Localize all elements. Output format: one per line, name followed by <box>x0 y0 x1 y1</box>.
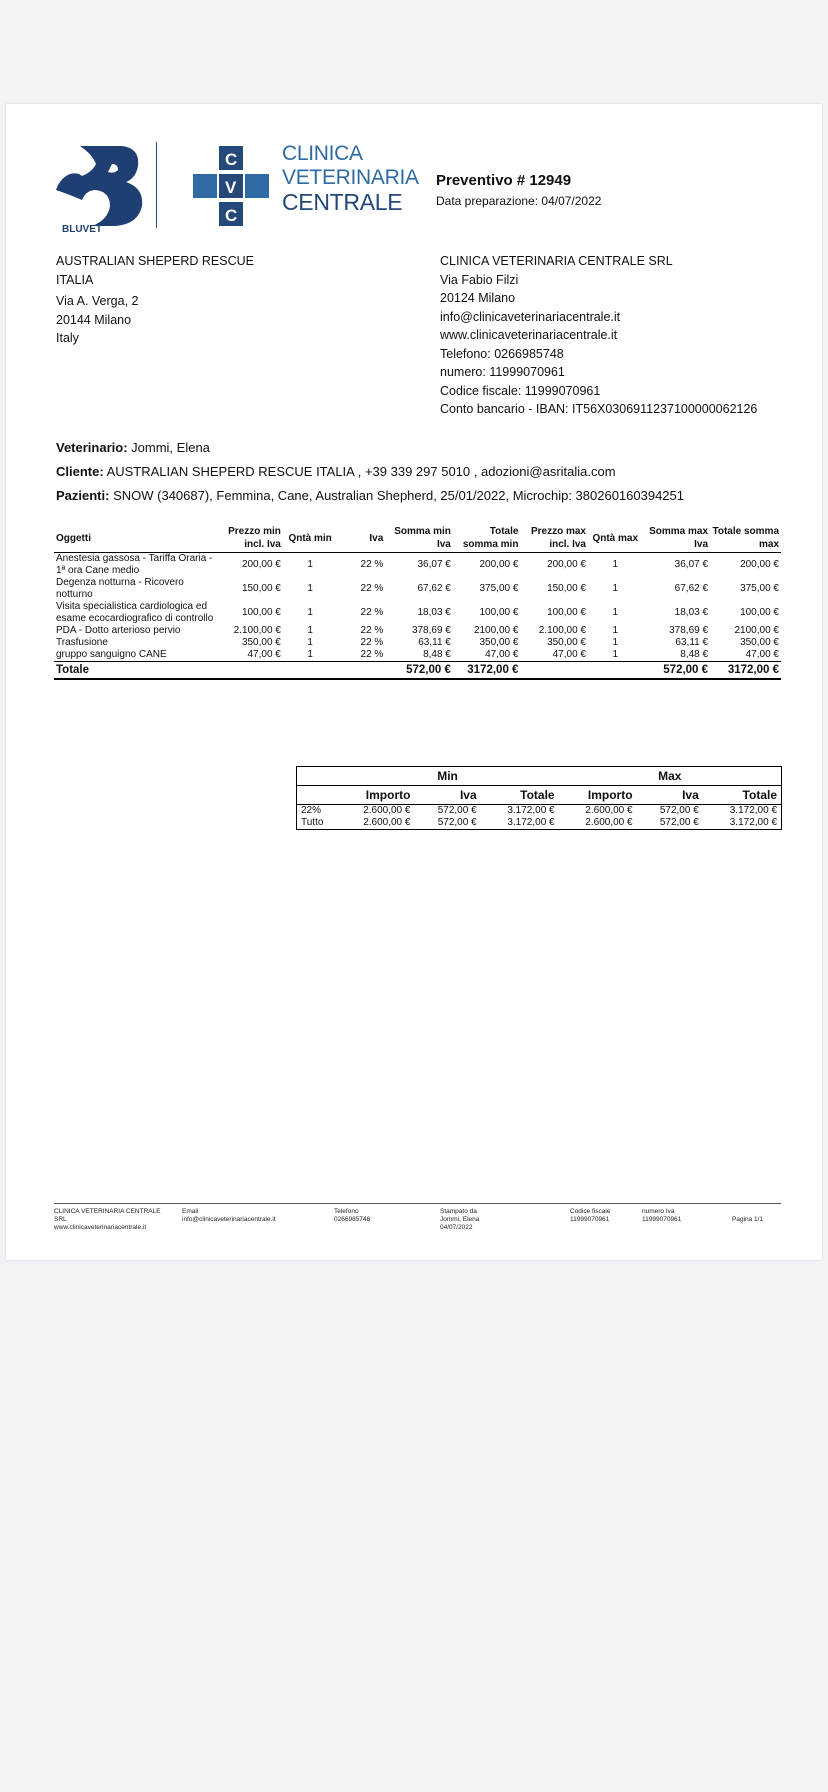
table-cell: 22 % <box>360 637 384 648</box>
clinic-address-line: www.clinicaveterinariacentrale.it <box>440 328 618 342</box>
table-cell: 2.100,00 € <box>538 625 586 636</box>
table-cell: Trasfusione <box>56 637 108 648</box>
table-cell: 1 <box>307 637 313 648</box>
logo-divider <box>156 142 157 228</box>
column-header: Somma min Iva <box>385 524 453 553</box>
summary-cell: 3.172,00 € <box>507 817 555 828</box>
footer-tax-code <box>570 1208 610 1224</box>
footer-text: SRL <box>54 1216 67 1223</box>
summary-column-header: Iva <box>637 786 703 805</box>
summary-cell: 572,00 € <box>659 817 699 828</box>
preparation-date: Data preparazione: 04/07/2022 <box>436 194 602 208</box>
summary-row <box>297 805 782 818</box>
footer-text: numero Iva <box>642 1208 675 1215</box>
footer-text: 04/07/2022 <box>440 1224 473 1231</box>
document-page <box>6 104 822 1260</box>
table-cell: 1 <box>612 625 619 636</box>
column-header: Prezzo min incl. Iva <box>215 524 283 553</box>
clinic-address-line: Conto bancario - IBAN: IT56X0306911237100000062126 <box>440 402 758 416</box>
summary-cell: 2.600,00 € <box>585 805 633 816</box>
summary-table <box>296 766 782 830</box>
cvc-letter-top: C <box>225 150 238 169</box>
table-cell: 1 <box>307 583 313 594</box>
client-address-line: Via A. Verga, 2 <box>56 294 139 308</box>
table-cell: 100,00 € <box>547 607 586 618</box>
table-cell: PDA - Dotto arterioso pervio <box>56 625 181 636</box>
column-header: Qntà min <box>283 524 337 553</box>
summary-column-header: Importo <box>337 786 415 805</box>
footer-phone <box>334 1208 370 1224</box>
summary-cell: 572,00 € <box>437 805 477 816</box>
items-table <box>54 524 781 680</box>
table-row <box>54 637 781 649</box>
clinica-wordmark-line: VETERINARIA <box>282 166 419 189</box>
clinic-address-line: CLINICA VETERINARIA CENTRALE SRL <box>440 254 673 268</box>
clinic-address-line: Via Fabio Filzi <box>440 272 519 287</box>
total-max-total: 3172,00 € <box>710 662 781 680</box>
clinic-address-line: Codice fiscale: 11999070961 <box>440 383 601 398</box>
client-address-line: 20144 Milano <box>56 312 132 327</box>
table-cell: 375,00 € <box>740 583 779 594</box>
clinic-address-line: 20124 Milano <box>440 291 516 305</box>
table-cell: 22 % <box>360 583 384 594</box>
summary-group-max: Max <box>559 767 782 786</box>
footer-text: Codice fiscale <box>570 1208 611 1215</box>
table-cell: Anestesia gassosa - Tariffa Oraria - 1ª ora Cane medio <box>56 553 213 576</box>
client-label: Cliente: <box>56 464 104 479</box>
table-row <box>54 649 781 662</box>
clinica-wordmark <box>282 142 419 214</box>
table-cell: 8,48 € <box>423 649 451 660</box>
column-header: Totale somma min <box>453 524 521 553</box>
table-cell: 350,00 € <box>241 637 281 648</box>
footer-vat <box>642 1208 681 1224</box>
summary-group-header <box>297 767 782 786</box>
bluvet-logo <box>52 142 150 234</box>
table-cell: Visita specialistica cardiologica ed esame ecocardiografico di controllo <box>56 601 214 624</box>
table-row <box>54 553 781 578</box>
summary-row <box>297 817 782 830</box>
column-header: Oggetti <box>54 524 215 553</box>
table-cell: 2100,00 € <box>734 625 779 636</box>
quote-title: Preventivo # 12949 <box>436 172 572 189</box>
summary-cell: 572,00 € <box>659 805 699 816</box>
summary-column-header: Totale <box>481 786 559 805</box>
column-header: Iva <box>337 524 385 553</box>
table-cell: 36,07 € <box>674 559 709 570</box>
footer-text: info@clinicaveterinariacentrale.it <box>182 1216 276 1223</box>
footer-text: 11999070961 <box>642 1216 682 1223</box>
client-value: AUSTRALIAN SHEPERD RESCUE ITALIA , +39 339 297 5010 , adozioni@asritalia.com <box>106 464 616 479</box>
table-cell: 150,00 € <box>547 583 586 594</box>
table-cell: 1 <box>612 649 619 660</box>
client-address-line: ITALIA <box>56 272 94 287</box>
table-row <box>54 577 781 601</box>
table-cell: 2100,00 € <box>473 625 519 636</box>
client-address-line: AUSTRALIAN SHEPERD RESCUE <box>56 254 254 268</box>
cvc-letter-bottom: C <box>225 206 238 225</box>
items-table-body <box>54 553 781 662</box>
table-cell: 36,07 € <box>417 559 451 570</box>
table-cell: 63,11 € <box>675 637 709 648</box>
table-cell: 200,00 € <box>740 559 779 570</box>
footer-text: 11999070961 <box>570 1216 610 1223</box>
table-row <box>54 601 781 625</box>
column-header: Somma max Iva <box>642 524 710 553</box>
footer-text: Email <box>182 1208 199 1215</box>
veterinarian-label: Veterinario: <box>56 440 128 455</box>
table-cell: 18,03 € <box>417 607 451 618</box>
footer-page-number: Pagina 1/1 <box>732 1216 764 1223</box>
table-cell: 350,00 € <box>547 637 586 648</box>
clinica-wordmark-line: CENTRALE <box>282 189 403 215</box>
summary-cell: 2.600,00 € <box>585 817 633 828</box>
table-cell: 150,00 € <box>241 583 281 594</box>
table-cell: 22 % <box>360 625 384 636</box>
table-cell: 200,00 € <box>547 559 586 570</box>
patient-value: SNOW (340687), Femmina, Cane, Australian Shepherd, 25/01/2022, Microchip: 380260160394251 <box>113 488 685 503</box>
patient-label: Pazienti: <box>56 488 110 503</box>
summary-cell: 3.172,00 € <box>729 805 777 816</box>
client-line <box>56 464 616 479</box>
cvc-letter-middle: V <box>225 178 237 197</box>
footer-email <box>182 1208 276 1224</box>
column-header: Qntà max <box>588 524 642 553</box>
table-cell: 22 % <box>360 607 384 618</box>
summary-subheader <box>297 786 782 805</box>
summary-cell: 3.172,00 € <box>507 805 555 816</box>
footer-divider <box>54 1203 781 1204</box>
items-table-header <box>54 524 781 553</box>
table-cell: 350,00 € <box>479 637 519 648</box>
table-cell: 47,00 € <box>745 649 779 660</box>
table-cell: 22 % <box>360 649 384 660</box>
table-cell: 375,00 € <box>479 583 519 594</box>
table-cell: 1 <box>307 625 313 636</box>
table-cell: 1 <box>612 559 619 570</box>
total-label: Totale <box>54 662 215 680</box>
table-cell: 200,00 € <box>479 559 519 570</box>
table-cell: 100,00 € <box>241 607 281 618</box>
total-min-iva: 572,00 € <box>385 662 453 680</box>
footer-text: www.clinicaveterinariacentrale.it <box>54 1224 147 1231</box>
table-cell: 350,00 € <box>740 637 779 648</box>
table-cell: 22 % <box>360 559 384 570</box>
bluvet-logo-text: BLUVET <box>62 224 102 234</box>
table-cell: 8,48 € <box>680 649 709 660</box>
footer-text: CLINICA VETERINARIA CENTRALE <box>54 1208 161 1215</box>
table-cell: 100,00 € <box>740 607 779 618</box>
total-min-total: 3172,00 € <box>453 662 521 680</box>
table-row <box>54 625 781 637</box>
column-header: Totale somma max <box>710 524 781 553</box>
footer-text: Telefono <box>334 1208 359 1215</box>
table-cell: 2.100,00 € <box>233 625 281 636</box>
footer-text: Jommi, Elena <box>440 1216 480 1223</box>
summary-column-header: Iva <box>414 786 480 805</box>
table-cell: 67,62 € <box>417 583 451 594</box>
column-header: Prezzo max incl. Iva <box>520 524 588 553</box>
client-address-line: Italy <box>56 331 79 345</box>
table-cell: 18,03 € <box>674 607 709 618</box>
clinic-address-line: info@clinicaveterinariacentrale.it <box>440 309 621 324</box>
clinic-address <box>440 252 800 419</box>
clinic-address-line: Telefono: 0266985748 <box>440 346 564 361</box>
table-cell: 1 <box>307 607 313 618</box>
summary-cell: Tutto <box>301 817 324 828</box>
summary-column-header: Importo <box>559 786 637 805</box>
summary-cell: 22% <box>301 805 322 816</box>
summary-table-body <box>297 805 782 830</box>
table-cell: 1 <box>307 559 313 570</box>
table-cell: 378,69 € <box>411 625 451 636</box>
table-cell: 47,00 € <box>247 649 281 660</box>
summary-cell: 2.600,00 € <box>363 817 411 828</box>
cvc-logo <box>189 142 277 234</box>
items-total-row <box>54 662 781 680</box>
table-cell: Degenza notturna - Ricovero notturno <box>56 577 184 600</box>
client-address <box>56 252 286 348</box>
footer-text: 0266985748 <box>334 1216 371 1223</box>
veterinarian-value: Jommi, Elena <box>131 440 210 455</box>
table-cell: 47,00 € <box>485 649 519 660</box>
table-cell: 378,69 € <box>669 625 709 636</box>
table-cell: 63,11 € <box>418 637 451 648</box>
footer-printed <box>440 1208 479 1232</box>
table-cell: 200,00 € <box>241 559 281 570</box>
table-cell: gruppo sanguigno CANE <box>56 649 167 660</box>
table-cell: 67,62 € <box>674 583 709 594</box>
clinic-address-line: numero: 11999070961 <box>440 365 565 379</box>
summary-column-header: Totale <box>703 786 782 805</box>
veterinarian-line <box>56 440 210 455</box>
summary-group-min: Min <box>337 767 559 786</box>
footer-company <box>54 1208 161 1232</box>
table-cell: 1 <box>612 637 619 648</box>
table-cell: 1 <box>612 607 619 618</box>
table-cell: 100,00 € <box>479 607 519 618</box>
summary-cell: 2.600,00 € <box>363 805 411 816</box>
summary-cell: 3.172,00 € <box>729 817 777 828</box>
summary-cell: 572,00 € <box>437 817 477 828</box>
footer-text: Stampato da <box>440 1208 477 1215</box>
table-cell: 47,00 € <box>552 649 586 660</box>
table-cell: 1 <box>612 583 619 594</box>
clinica-wordmark-line: CLINICA <box>282 142 363 165</box>
patient-line <box>56 488 684 503</box>
table-cell: 1 <box>307 649 313 660</box>
total-max-iva: 572,00 € <box>642 662 710 680</box>
